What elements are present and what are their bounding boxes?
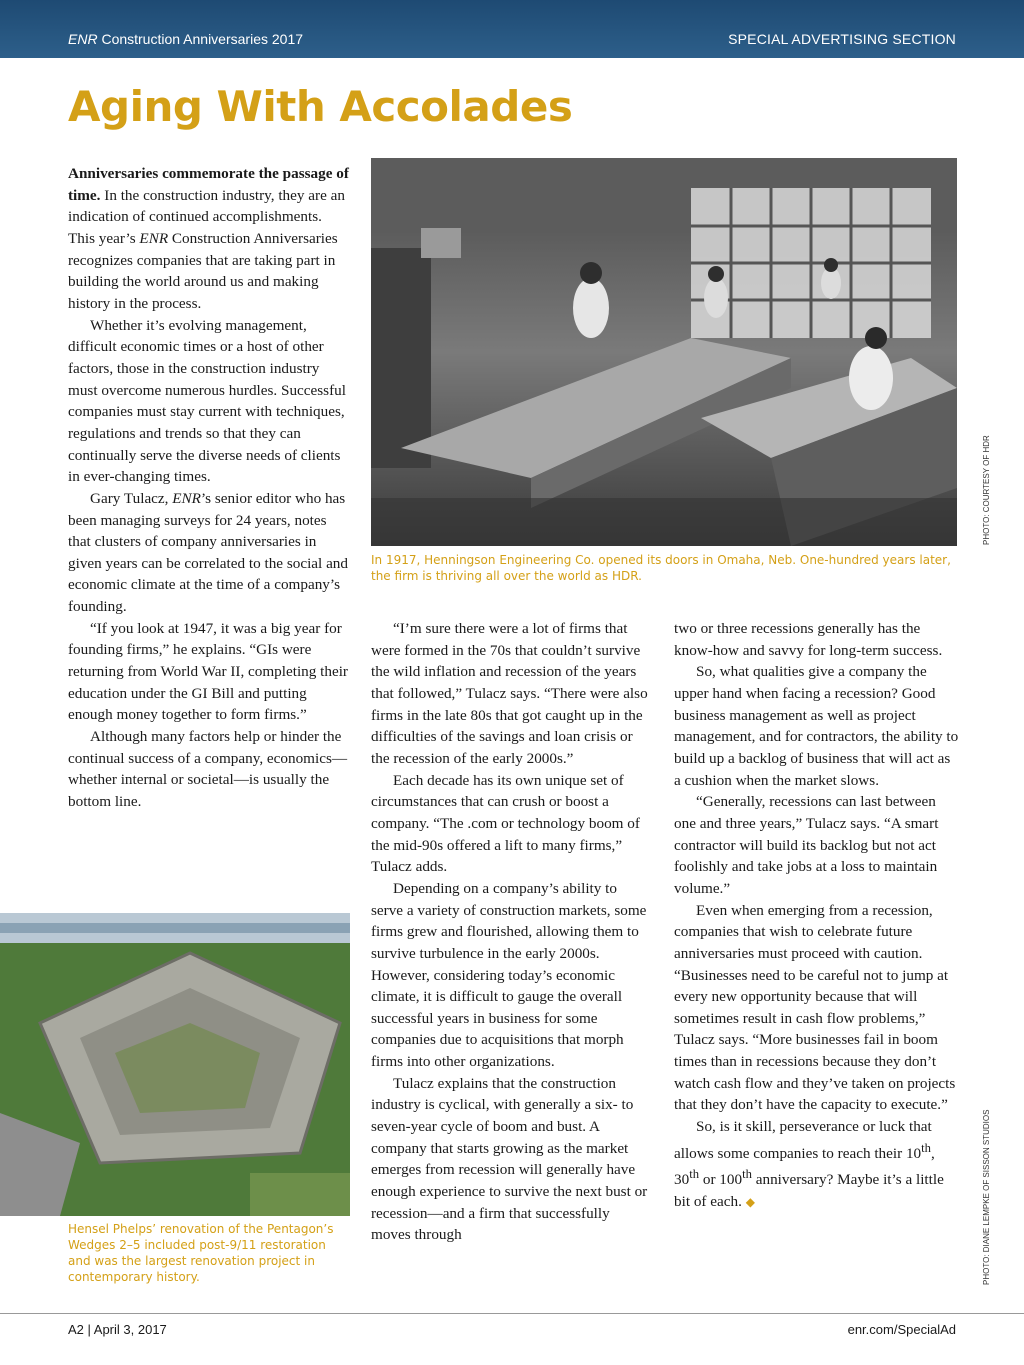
text-run: th [921,1140,932,1155]
text-run: , 30 [674,1144,935,1189]
photo-caption: In 1917, Henningson Engineering Co. opened its doors in Omaha, Neb. One-hundred years later, the firm is thriving all over the world as HDR. [371,553,951,583]
header-bar [0,0,1024,58]
paragraph [68,163,352,315]
photo-credit: PHOTO: DIANE LEMPKE OF SISSON STUDIOS [982,1109,991,1285]
drafting-room-illustration [371,158,957,546]
paragraph: “I’m sure there were a lot of firms that were formed in the 70s that couldn’t survive the wild inflation and recession of the years that followed,” Tulacz says. “There were also firms in the late 80s that got caught up in the difficulties of the savings and loan crisis or the recession of the early 2000s.” [371,620,648,767]
text-run: ENR [172,489,201,507]
text-run: So, is it skill, perseverance or luck that allows some companies to reach their 10 [674,1118,932,1162]
text-run: In the construction industry, they are an indication of continued accomplishments. This year’s [68,186,345,247]
paragraph: Depending on a company’s ability to serve a variety of construction markets, some firms grew and flourished, allowing them to survive turbulence in the early 2000s. However, considering today’s economic climate, it is difficult to gauge the overall successful years in business for some companies due to acquisitions that morph firms into other organizations. [371,879,647,1071]
paragraph [674,1116,960,1214]
pentagon-aerial-photo [0,913,350,1216]
section-title: Construction Anniversaries 2017 [97,31,304,47]
text-run: ENR [139,229,169,247]
section-label: SPECIAL ADVERTISING SECTION [728,31,956,47]
text-run: Gary Tulacz, [90,489,173,507]
drafting-room-photo [371,158,957,546]
photo-caption: Hensel Phelps’ renovation of the Pentagon’s Wedges 2–5 included post-9/11 restoration and was the largest renovation project in contemporary history. [68,1222,334,1284]
pentagon-illustration [0,913,350,1216]
text-run: Construction Anniversaries recognizes companies that are taking part in building the world around us and making history in the process. [68,229,338,312]
footer-url: enr.com/SpecialAd [847,1322,956,1337]
article-column-1 [68,163,352,813]
publication-name: ENR [68,31,98,47]
text-run: or 100 [699,1171,743,1189]
text-run: anniversary? Maybe it’s a little bit of each. [674,1171,944,1211]
paragraph [68,488,352,618]
text-run: th [742,1167,752,1182]
diamond-icon: ◆ [745,1195,755,1210]
paragraph: Even when emerging from a recession, companies that wish to celebrate future anniversaries must proceed with caution. “Businesses need to be careful not to jump at every new opportunity because that will sometimes result in cash flow problems,” Tulacz says. “More businesses fail in boom times than in recessions because they don’t watch cash flow and they’ve taken on projects that they don’t have the capacity to execute.” [674,901,956,1114]
article-column-3 [674,618,960,1214]
publication-title [68,31,303,47]
photo-credit: PHOTO: COURTESY OF HDR [982,435,991,545]
paragraph: Tulacz explains that the construction industry is cyclical, with generally a six- to seven-year cycle of boom and bust. A company that starts growing as the market emerges from recession will generally have enough experience to survive the next bust or recession—and a firm that successfully moves through [371,1074,648,1244]
paragraph: “If you look at 1947, it was a big year for founding firms,” he explains. “GIs were returning from World War II, completing their education under the GI Bill and putting enough money together to form firms.” [68,619,348,724]
lead-in: Anniversaries commemorate the passage of time. [68,165,349,204]
paragraph: So, what qualities give a company the upper hand when facing a recession? Good business management as well as project management, and for contractors, the ability to build up a backlog of business that will act as a cushion when the market slows. [674,663,959,789]
paragraph: two or three recessions generally has the know-how and savvy for long-term success. [674,620,943,659]
footer-divider [0,1313,1024,1314]
paragraph: “Generally, recessions can last between one and three years,” Tulacz says. “A smart contractor will build its backlog but not act foolishly and take jobs at a loss to maintain volume.” [674,793,939,897]
article-column-2 [371,618,651,1246]
text-run: th [689,1167,700,1182]
text-run: ’s senior editor who has been managing surveys for 24 years, notes that clusters of company anniversaries in given years can be correlated to the social and economic climate at the time of a company’s founding. [68,489,348,616]
page-title: Aging With Accolades [68,82,573,131]
paragraph: Each decade has its own unique set of circumstances that can crush or boost a company. “The .com or technology boom of the mid-90s offered a lift to many firms,” Tulacz adds. [371,771,640,876]
footer-page-info: A2 | April 3, 2017 [68,1322,167,1337]
paragraph: Although many factors help or hinder the continual success of a company, economics—whether internal or societal—is usually the bottom line. [68,728,348,811]
paragraph: Whether it’s evolving management, difficult economic times or a host of other factors, those in the construction industry must overcome numerous hurdles. Successful companies must stay current with techniques, regulations and trends so that they can continually serve the diverse needs of clients in ever-changing times. [68,316,346,486]
